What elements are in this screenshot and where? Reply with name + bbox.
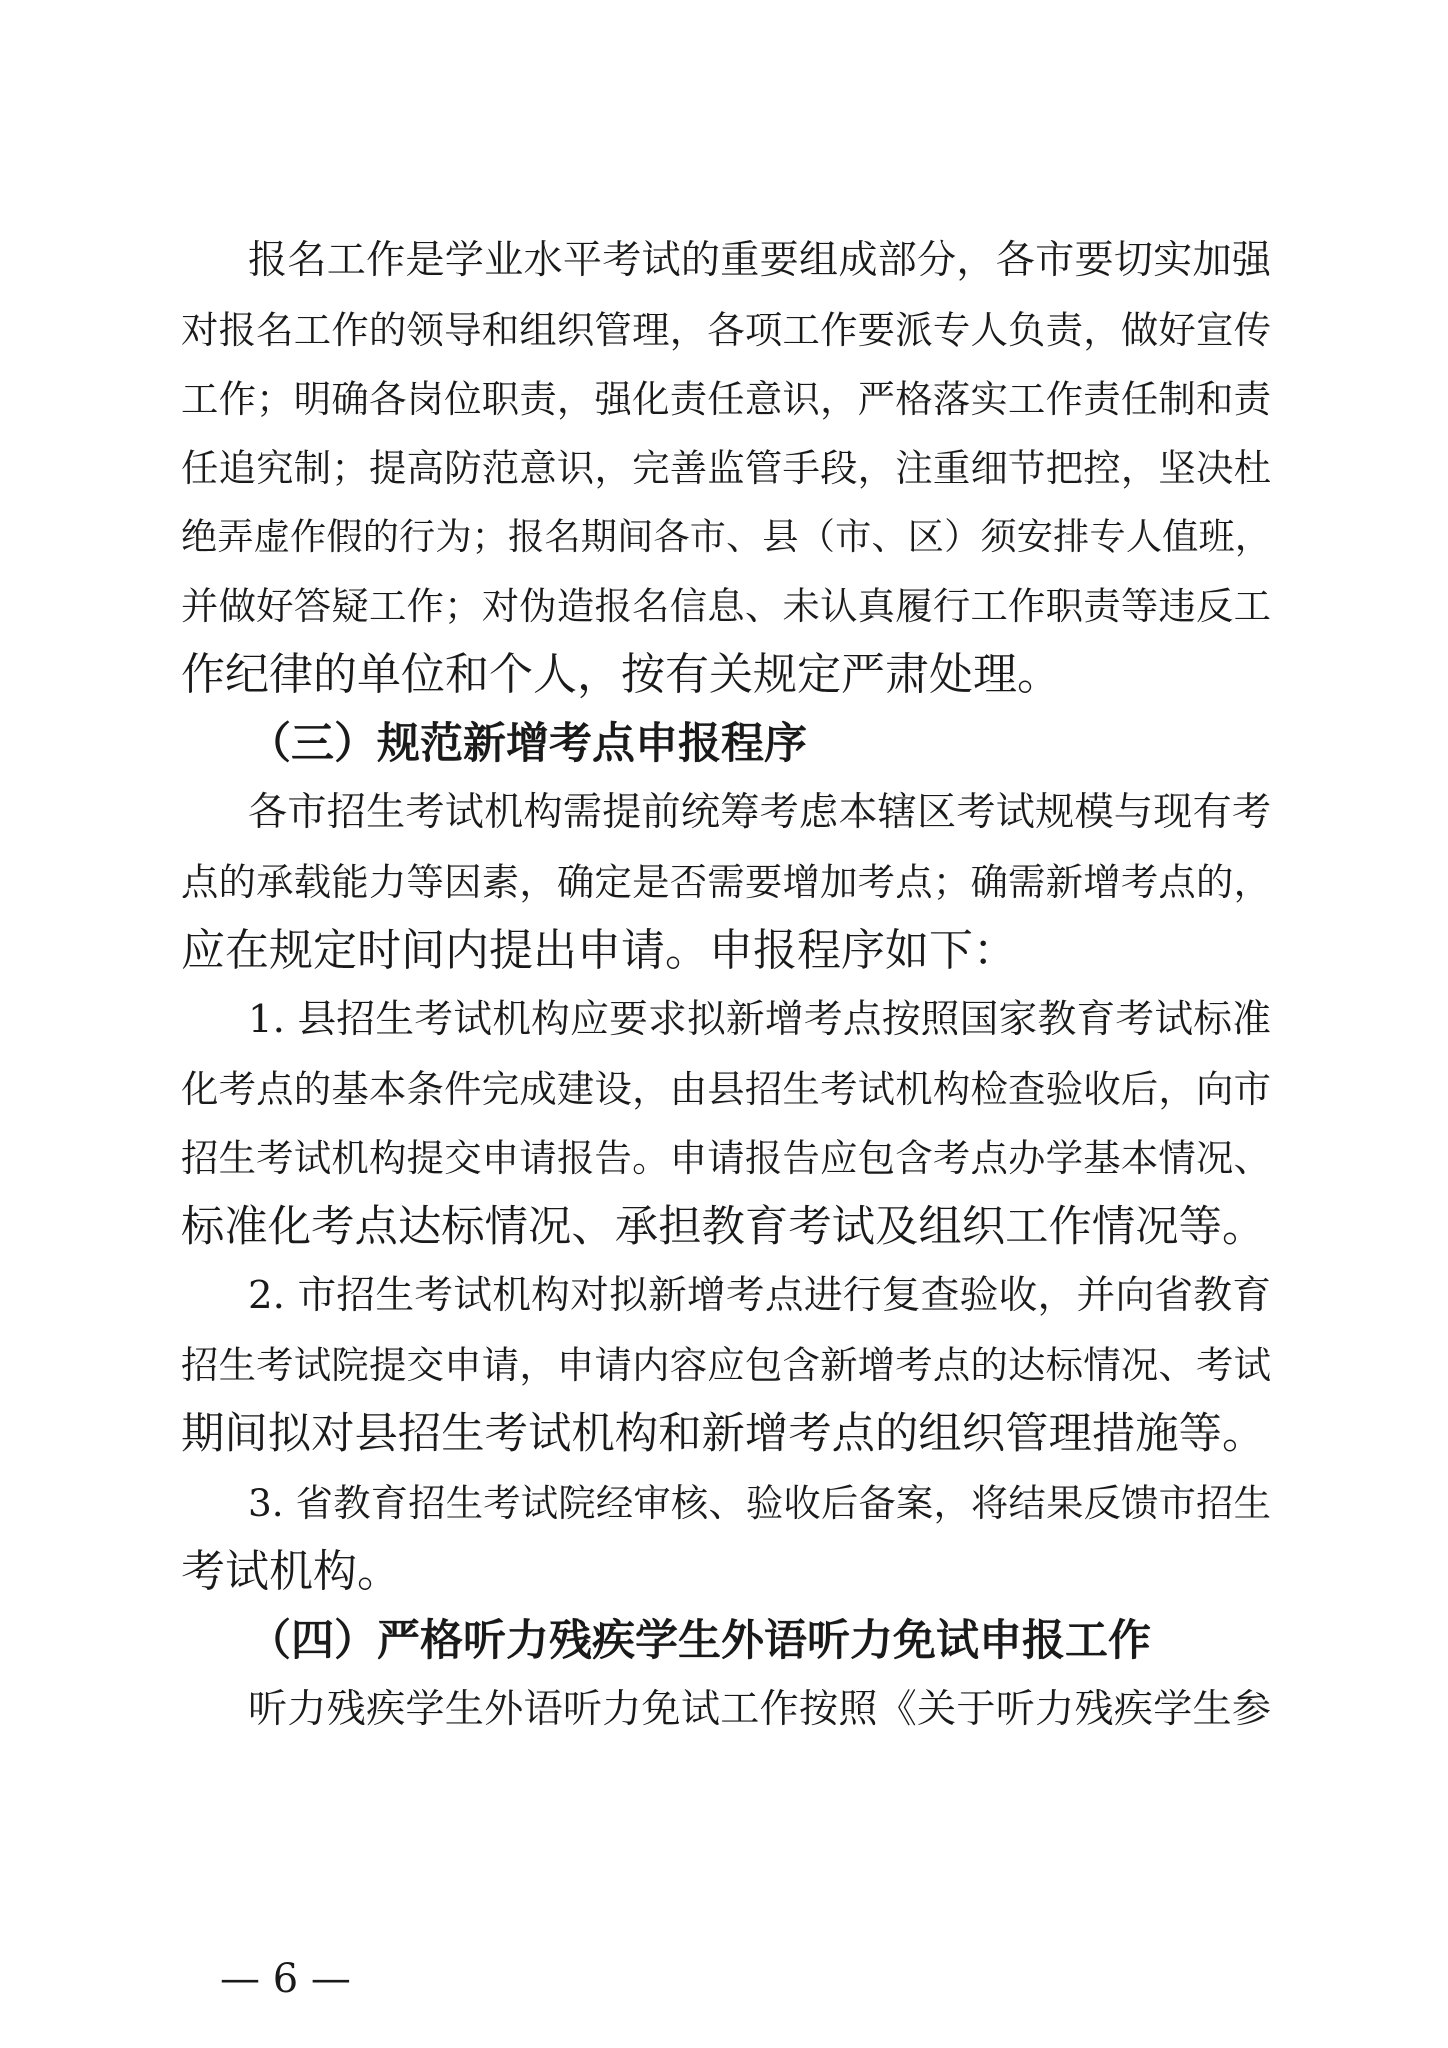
list-item-line: 招生考试机构提交申请报告。申请报告应包含考点办学基本情况、 (181, 1136, 1271, 1180)
paragraph-line: 并做好答疑工作；对伪造报名信息、未认真履行工作职责等违反工 (181, 584, 1271, 628)
paragraph-line: 绝弄虚作假的行为；报名期间各市、县（市、区）须安排专人值班， (181, 515, 1271, 558)
list-item-line: 1. 县招生考试机构应要求拟新增考点按照国家教育考试标准 (248, 997, 1271, 1042)
paragraph-line: 应在规定时间内提出申请。申报程序如下： (181, 925, 1017, 976)
list-item-line: 3. 省教育招生考试院经审核、验收后备案，将结果反馈市招生 (248, 1481, 1271, 1525)
paragraph-line: 工作；明确各岗位职责，强化责任意识，严格落实工作责任制和责 (181, 377, 1271, 421)
paragraph-line: 报名工作是学业水平考试的重要组成部分，各市要切实加强 (248, 238, 1271, 283)
list-item-line: 化考点的基本条件完成建设，由县招生考试机构检查验收后，向市 (181, 1067, 1271, 1111)
list-item-line: 标准化考点达标情况、承担教育考试及组织工作情况等。 (181, 1202, 1266, 1252)
page-number: — 6 — (220, 1956, 351, 2002)
paragraph-line: 听力残疾学生外语听力免试工作按照《关于听力残疾学生参 (248, 1687, 1271, 1732)
paragraph-line: 各市招生考试机构需提前统筹考虑本辖区考试规模与现有考 (248, 790, 1271, 835)
paragraph-line: 作纪律的单位和个人，按有关规定严肃处理。 (181, 649, 1061, 700)
paragraph-line: 对报名工作的领导和组织管理，各项工作要派专人负责，做好宣传 (181, 308, 1271, 352)
list-item-line: 期间拟对县招生考试机构和新增考点的组织管理措施等。 (181, 1409, 1266, 1459)
paragraph-line: 任追究制；提高防范意识，完善监管手段，注重细节把控，坚决杜 (181, 446, 1271, 490)
section-heading: （三）规范新增考点申报程序 (248, 719, 807, 769)
section-heading: （四）严格听力残疾学生外语听力免试申报工作 (248, 1616, 1151, 1666)
list-item-line: 招生考试院提交申请，申请内容应包含新增考点的达标情况、考试 (181, 1343, 1271, 1387)
list-item-line: 2. 市招生考试机构对拟新增考点进行复查验收，并向省教育 (248, 1273, 1271, 1318)
paragraph-line: 点的承载能力等因素，确定是否需要增加考点；确需新增考点的， (181, 860, 1271, 904)
list-item-line: 考试机构。 (181, 1546, 401, 1597)
